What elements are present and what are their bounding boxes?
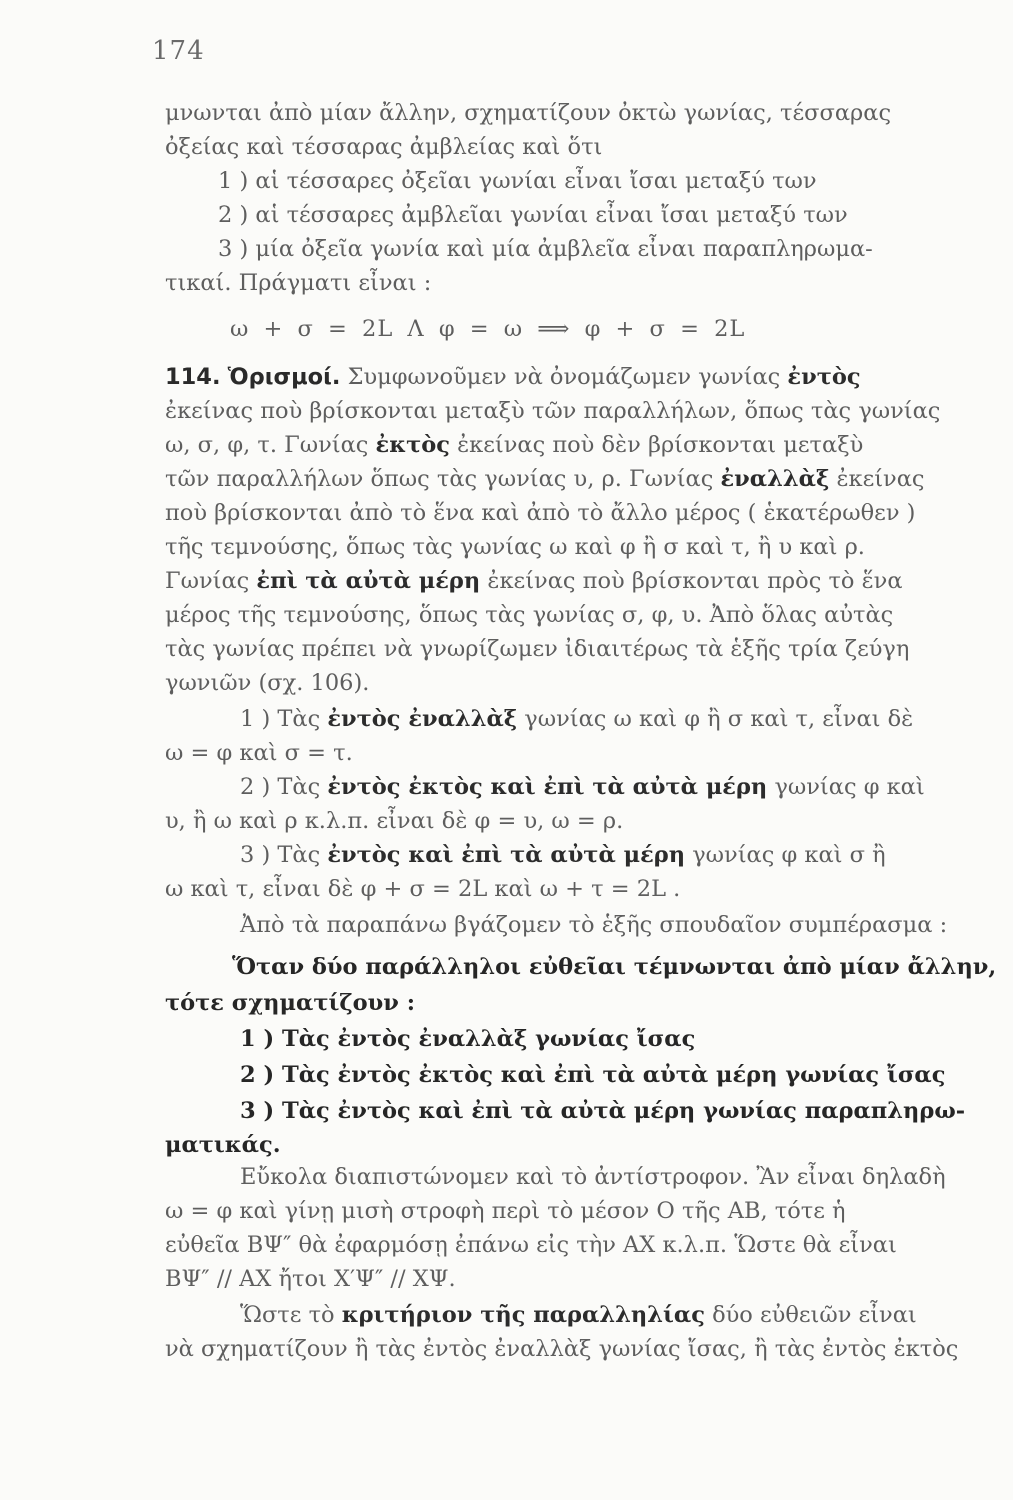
text-line: μνωνται ἀπὸ μίαν ἄλλην, σχηματίζουν ὀκτὼ γωνίας, τέσσαρας [165,100,892,126]
text-span: Ὥστε τὸ [240,1302,335,1328]
section-text: Συμφωνοῦμεν νὰ ὀνομάζωμεν γωνίας [347,364,781,390]
text-line [165,430,965,460]
text-span: ἐκείνας [836,466,925,492]
page-number: 174 [152,36,205,66]
text-line: ἐκείνας ποὺ βρίσκονται μεταξὺ τῶν παραλλήλων, ὅπως τὰς γωνίας [165,398,941,424]
text-line: εὐθεῖα ΒΨ″ θὰ ἐφαρμόσῃ ἐπάνω εἰς τὴν ΑΧ κ.λ.π. Ὥστε θὰ εἶναι [165,1232,897,1258]
text-line [165,566,965,596]
text-line: γωνιῶν (σχ. 106). [165,670,370,696]
text-line: 1 ) αἱ τέσσαρες ὀξεῖαι γωνίαι εἶναι ἴσαι μεταξύ των [218,168,817,194]
item-number: 3 ) Τὰς [240,842,321,868]
term-enallax: ἐναλλὰξ [720,466,830,492]
text-line: Ἀπὸ τὰ παραπάνω βγάζομεν τὸ ἑξῆς σπουδαῖον συμπέρασμα : [240,912,948,938]
text-span: τῶν παραλλήλων ὅπως τὰς γωνίας υ, ρ. Γωνίας [165,466,714,492]
term-epi-ta-auta-meri: ἐπὶ τὰ αὐτὰ μέρη [256,568,481,594]
term-criterion: κριτήριον τῆς παραλληλίας [341,1302,705,1328]
text-line: 3 ) μία ὀξεῖα γωνία καὶ μία ἀμβλεῖα εἶναι παραπληρωμα- [218,236,873,262]
text-line: υ, ἢ ω καὶ ρ κ.λ.π. εἶναι δὲ φ = υ, ω = ρ. [165,808,624,834]
text-line: νὰ σχηματίζουν ἢ τὰς ἐντὸς ἐναλλὰξ γωνίας ἴσας, ἢ τὰς ἐντὸς ἐκτὸς [165,1336,959,1362]
list-item [240,772,1013,802]
text-span: ἐκείνας ποὺ δὲν βρίσκονται μεταξὺ [457,432,864,458]
text-line: τικαί. Πράγματι εἶναι : [165,270,432,296]
text-line: ὀξείας καὶ τέσσαρας ἀμβλείας καὶ ὅτι [165,134,603,160]
theorem-line: 2 ) Τὰς ἐντὸς ἐκτὸς καὶ ἐπὶ τὰ αὐτὰ μέρη γωνίας ἴσας [240,1062,946,1088]
equation-line: ω + σ = 2L Λ φ = ω ⟹ φ + σ = 2L [230,316,746,342]
section-number: 114. [165,364,221,390]
text-line: ποὺ βρίσκονται ἀπὸ τὸ ἕνα καὶ ἀπὸ τὸ ἄλλο μέρος ( ἑκατέρωθεν ) [165,500,916,526]
theorem-line: Ὅταν δύο παράλληλοι εὐθεῖαι τέμνωνται ἀπὸ μίαν ἄλλην, [232,954,997,980]
item-number: 1 ) Τὰς [240,706,321,732]
item-term: ἐντὸς ἐναλλὰξ [327,706,518,732]
item-text: γωνίας ω καὶ φ ἢ σ καὶ τ, εἶναι δὲ [524,706,914,732]
text-span: Γωνίας [165,568,250,594]
text-line: ΒΨ″ // ΑΧ ἤτοι Χ′Ψ″ // ΧΨ. [165,1266,456,1292]
item-text: γωνίας φ καὶ σ ἢ [692,842,886,868]
theorem-line: 1 ) Τὰς ἐντὸς ἐναλλὰξ γωνίας ἴσας [240,1026,696,1052]
list-item [240,840,1013,870]
text-line: μέρος τῆς τεμνούσης, ὅπως τὰς γωνίας σ, φ, υ. Ἀπὸ ὅλας αὐτὰς [165,602,894,628]
text-line [165,464,965,494]
list-item [240,704,1013,734]
text-line: τῆς τεμνούσης, ὅπως τὰς γωνίας ω καὶ φ ἢ σ καὶ τ, ἢ υ καὶ ρ. [165,534,865,560]
item-number: 2 ) Τὰς [240,774,321,800]
text-span: δύο εὐθειῶν εἶναι [712,1302,917,1328]
text-line: 2 ) αἱ τέσσαρες ἀμβλεῖαι γωνίαι εἶναι ἴσαι μεταξύ των [218,202,848,228]
item-text: γωνίας φ καὶ [774,774,925,800]
item-term: ἐντὸς καὶ ἐπὶ τὰ αὐτὰ μέρη [327,842,686,868]
text-span: ω, σ, φ, τ. Γωνίας [165,432,369,458]
text-line: ω = φ καὶ σ = τ. [165,740,353,766]
term-ektos: ἐκτὸς [375,432,450,458]
item-term: ἐντὸς ἐκτὸς καὶ ἐπὶ τὰ αὐτὰ μέρη [327,774,768,800]
text-span: ἐκείνας ποὺ βρίσκονται πρὸς τὸ ἕνα [487,568,903,594]
text-line: Εὔκολα διαπιστώνομεν καὶ τὸ ἀντίστροφον. Ἂν εἶναι δηλαδὴ [240,1164,946,1190]
text-line: ω = φ καὶ γίνῃ μισὴ στροφὴ περὶ τὸ μέσον Ο τῆς ΑΒ, τότε ἡ [165,1198,846,1224]
section-title: Ὁρισμοί. [227,364,341,390]
section-heading-line [165,362,965,392]
text-line [240,1300,1013,1330]
term-entos: ἐντὸς [787,364,861,390]
theorem-line: τότε σχηματίζουν : [165,990,416,1016]
theorem-line: ματικάς. [165,1132,281,1158]
text-line: τὰς γωνίας πρέπει νὰ γνωρίζωμεν ἰδιαιτέρως τὰ ἑξῆς τρία ζεύγη [165,636,910,662]
theorem-line: 3 ) Τὰς ἐντὸς καὶ ἐπὶ τὰ αὐτὰ μέρη γωνίας παραπληρω- [240,1098,966,1124]
text-line: ω καὶ τ, εἶναι δὲ φ + σ = 2L καὶ ω + τ = 2L . [165,876,681,902]
